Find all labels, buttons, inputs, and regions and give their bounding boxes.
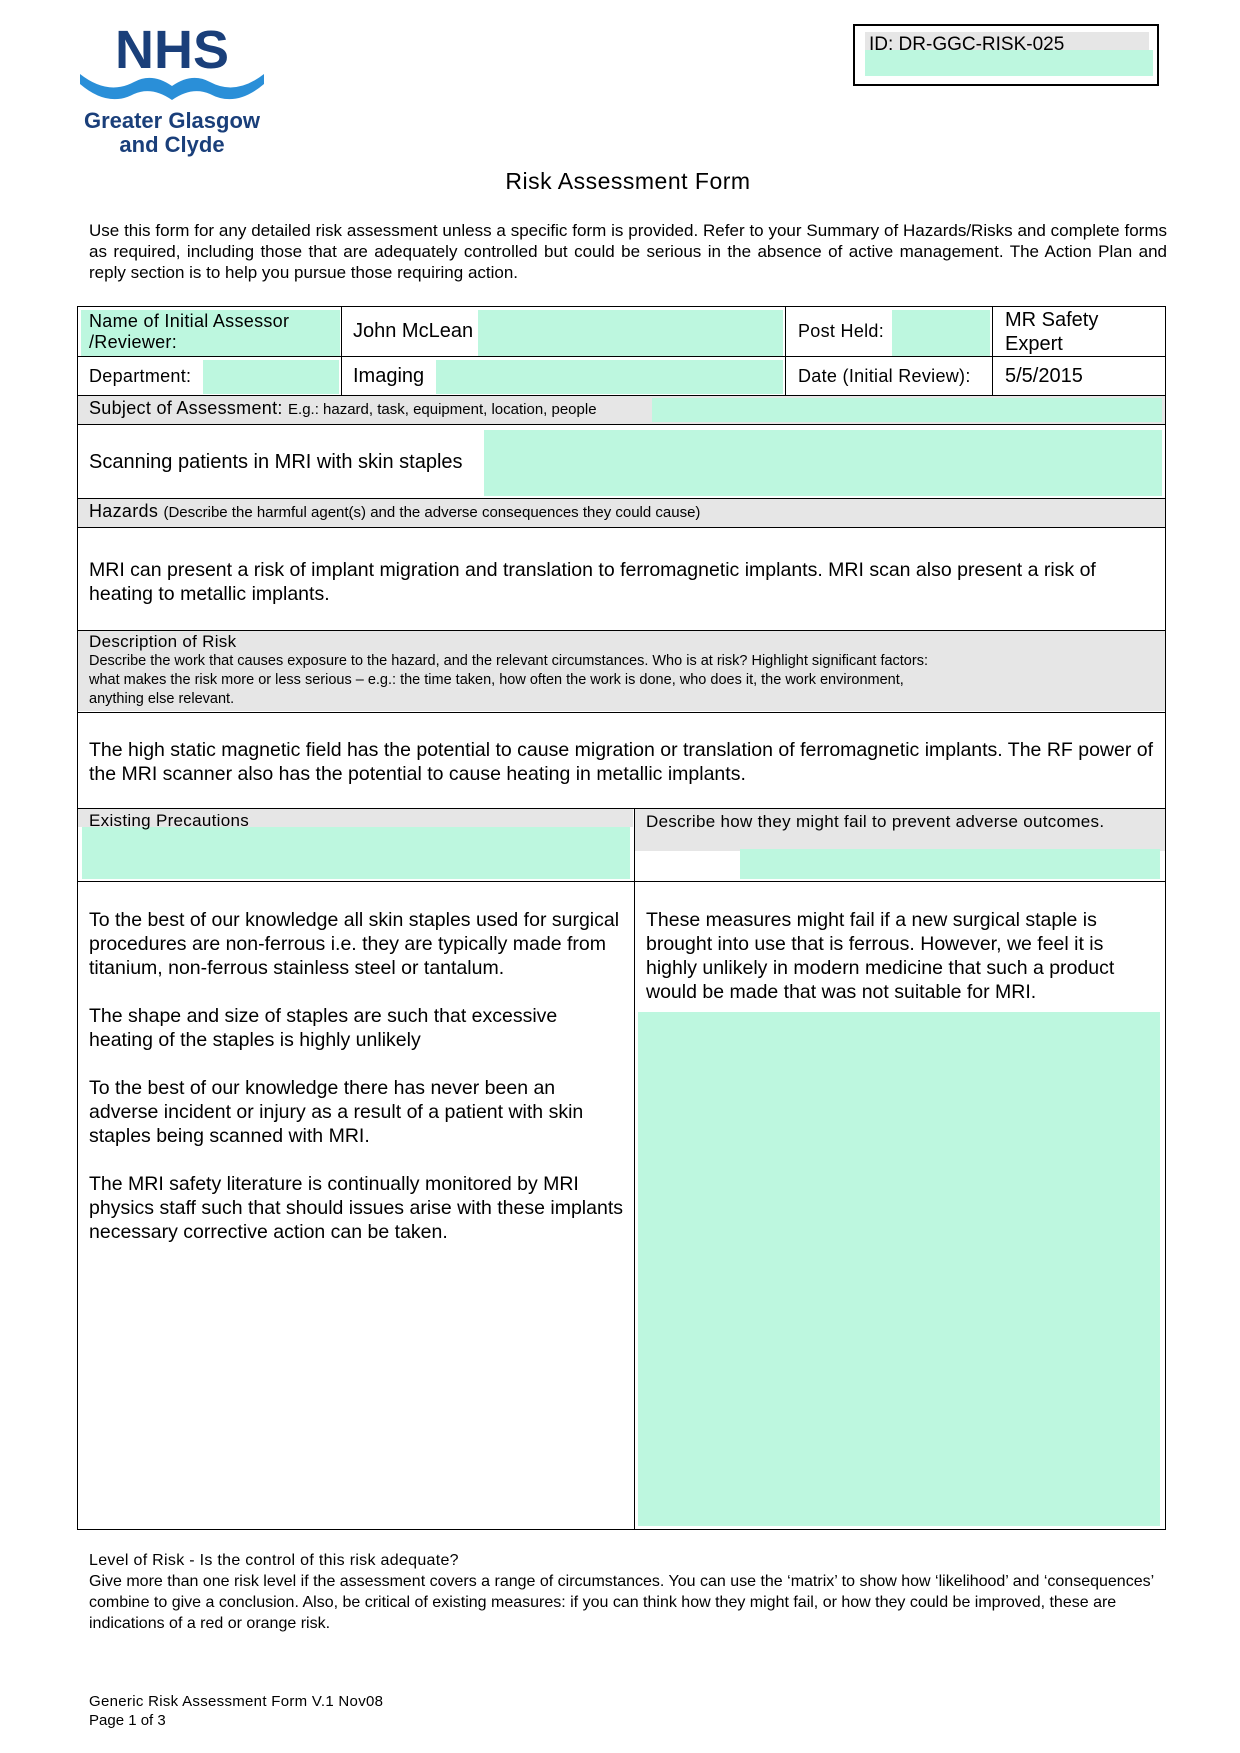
intro-text: Use this form for any detailed risk assessment unless a specific form is provided. Refer to your Summary of Hazards/Risks and complete forms as required, including those that are adequately controlled but could be serious in the absence of active management. The Action Plan and reply section is to help you pursue those requiring action. xyxy=(89,221,1167,282)
precautions-list xyxy=(89,908,625,1244)
logo-brand: NHS xyxy=(114,24,230,80)
logo-line1: Greater Glasgow xyxy=(83,108,261,133)
footer-page-number: Page 1 of 3 xyxy=(89,1712,166,1729)
level-heading: Level of Risk - Is the control of this risk adequate? xyxy=(89,1552,459,1569)
subject-value: Scanning patients in MRI with skin staples xyxy=(89,451,463,473)
fail-label: Describe how they might fail to prevent adverse outcomes. xyxy=(646,812,1105,831)
level-text: Give more than one risk level if the assessment covers a range of circumstances. You can use the ‘matrix’ to show how ‘likelihood’ and ‘consequences’ combine to give a conclusion. Also, be critical of existing measures: if you can think how they might fail, or how they could be improved, these are indications of a red or orange risk. xyxy=(89,1573,1154,1632)
subject-label: Subject of Assessment: E.g.: hazard, task, equipment, location, people xyxy=(89,398,597,418)
page-title: Risk Assessment Form xyxy=(505,168,751,194)
fail-value: These measures might fail if a new surgical staple is brought into use that is ferrous. However, we feel it is highly unlikely in modern medicine that such a product would be made that was not suitable for MRI. xyxy=(646,909,1115,1003)
risk-value: The high static magnetic field has the potential to cause migration or translation of ferromagnetic implants. The RF power of the MRI scanner also has the potential to cause heating in metallic implants. xyxy=(89,739,1154,785)
date-value: 5/5/2015 xyxy=(1005,365,1083,387)
risk-hint: Describe the work that causes exposure to the hazard, and the relevant circumstances. Who is at risk? Highlight significant factors: what makes the risk more or less serious – e.g.: the time taken, how often the work is done, who does it, the work environment, anything else relevant. xyxy=(89,653,928,707)
post-held-value: MR Safety Expert xyxy=(1005,309,1099,355)
document-id: ID: DR-GGC-RISK-025 xyxy=(869,34,1065,55)
hazards-label: Hazards (Describe the harmful agent(s) and the adverse consequences they could cause) xyxy=(89,501,701,521)
hazards-value: MRI can present a risk of implant migration and translation to ferromagnetic implants. MRI scan also present a risk of heating to metallic implants. xyxy=(89,559,1096,605)
precaution-item: The MRI safety literature is continually monitored by MRI physics staff such that should issues arise with these implants necessary corrective action can be taken. xyxy=(89,1173,623,1243)
document-id-box xyxy=(853,24,1159,86)
level-of-risk xyxy=(89,1550,1169,1634)
department-value: Imaging xyxy=(353,365,425,387)
page-footer xyxy=(89,1692,383,1730)
precautions-label: Existing Precautions xyxy=(89,811,250,830)
precaution-item: The shape and size of staples are such that excessive heating of the staples is highly unlikely xyxy=(89,1005,558,1051)
assessor-value: John McLean xyxy=(353,320,474,342)
date-label: Date (Initial Review): xyxy=(798,366,971,386)
post-held-label: Post Held: xyxy=(798,321,885,341)
logo-line2: and Clyde xyxy=(119,132,225,157)
department-label: Department: xyxy=(89,366,192,386)
nhs-logo xyxy=(68,24,278,174)
precaution-item: To the best of our knowledge all skin staples used for surgical procedures are non-ferrous i.e. they are typically made from titanium, non-ferrous stainless steel or tantalum. xyxy=(89,909,620,979)
precaution-item: To the best of our knowledge there has never been an adverse incident or injury as a result of a patient with skin staples being scanned with MRI. xyxy=(89,1077,584,1147)
footer-form-name: Generic Risk Assessment Form V.1 Nov08 xyxy=(89,1693,384,1710)
risk-label: Description of Risk xyxy=(89,632,237,651)
assessor-label: Name of Initial Assessor /Reviewer: xyxy=(89,311,290,352)
